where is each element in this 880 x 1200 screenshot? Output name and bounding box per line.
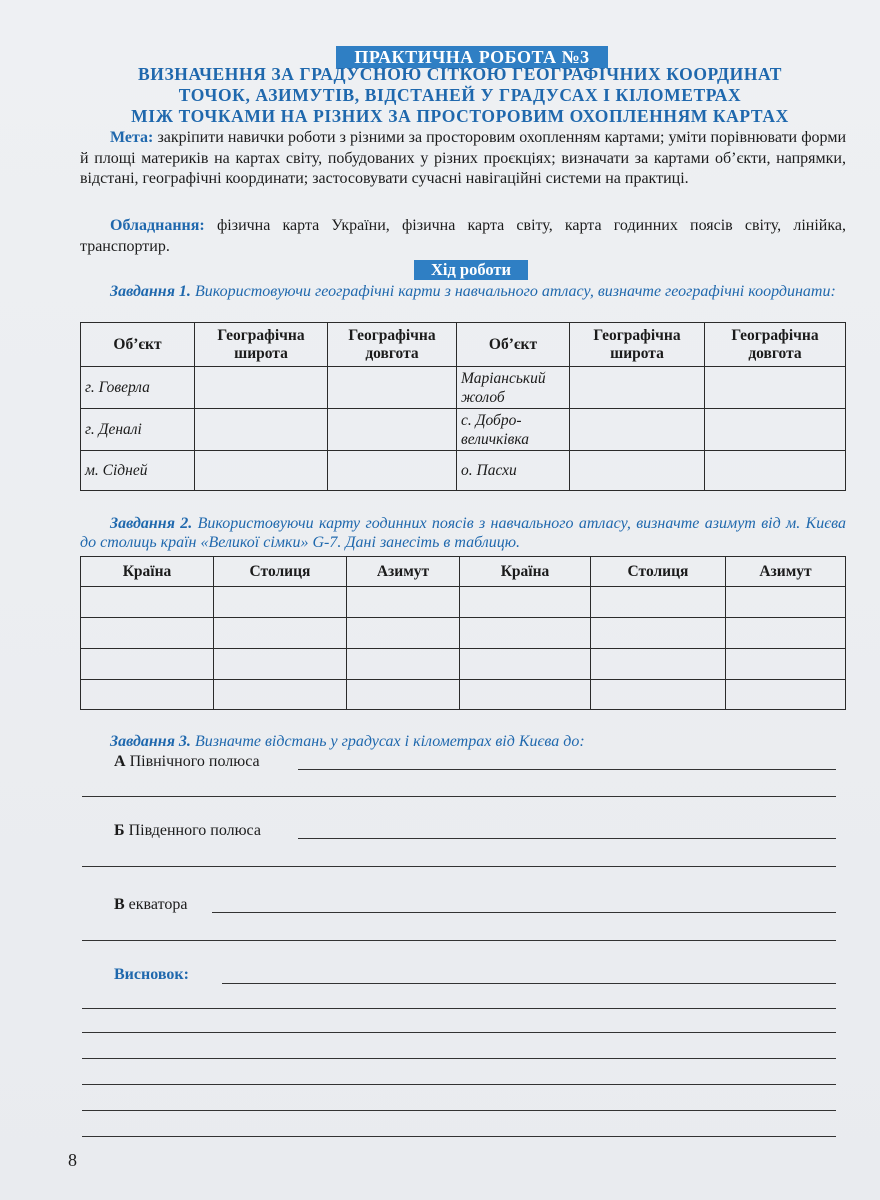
table-row	[81, 680, 846, 710]
conclusion-line-1[interactable]	[222, 983, 836, 984]
task3-label: Завдання 3.	[110, 733, 191, 750]
task2-cell[interactable]	[214, 618, 347, 649]
task2-cell[interactable]	[726, 618, 846, 649]
equipment-paragraph	[80, 216, 846, 257]
task2-cell[interactable]	[81, 649, 214, 680]
task2-text: Завдання 2. Використовуючи карту годинних поясів з навчального атласу, визначте азимут від м. Києва до столиць країн «Великої сімки» G-7. Дані занесіть в таблицю.	[80, 515, 847, 551]
conclusion-line-3[interactable]	[82, 1032, 836, 1033]
task2-cell[interactable]	[81, 618, 214, 649]
task3-text: Завдання 3. Визначте відстань у градусах і кілометрах від Києва до:	[110, 733, 585, 750]
task1-cell-object: Маріанський жолоб	[457, 367, 570, 409]
task1-cell-empty[interactable]	[705, 367, 846, 409]
conclusion-line-6[interactable]	[82, 1110, 836, 1111]
task2-cell[interactable]	[460, 649, 591, 680]
task2-cell[interactable]	[726, 587, 846, 618]
heading-line-3: МІЖ ТОЧКАМИ НА РІЗНИХ ЗА ПРОСТОРОВИМ ОХОПЛЕННЯМ КАРТАХ	[131, 106, 789, 126]
task2-cell[interactable]	[214, 680, 347, 710]
task1-cell-object: м. Сідней	[81, 451, 195, 491]
task1-cell-object: г. Деналі	[81, 409, 195, 451]
task2-cell[interactable]	[81, 680, 214, 710]
answer-line-a1[interactable]	[298, 769, 836, 770]
task3-item-b	[114, 821, 261, 841]
task1-cell-empty[interactable]	[195, 367, 328, 409]
task2-cell[interactable]	[591, 587, 726, 618]
task2-table	[80, 556, 846, 710]
table-row	[81, 451, 846, 491]
task1-table	[80, 322, 846, 491]
goal-text: закріпити навички роботи з різними за просторовим охопленням картами; уміти порівнювати форми й площі материків на картах світу, побудованих у різних проєкціях; визначати за картами об’єкти, напрямки, відстані, географічні координати; застосовувати сучасні навігаційні системи на практиці.	[80, 129, 846, 187]
task2-cell[interactable]	[347, 680, 460, 710]
progress-label: Хід роботи	[414, 260, 528, 280]
answer-line-v2[interactable]	[82, 940, 836, 941]
task1-header-lon-2: Географічна довгота	[705, 323, 846, 367]
task1-cell-object: г. Говерла	[81, 367, 195, 409]
task1-header-lon-1: Географічна довгота	[328, 323, 457, 367]
task2-cell[interactable]	[347, 618, 460, 649]
task2-cell[interactable]	[214, 649, 347, 680]
task2-cell[interactable]	[81, 587, 214, 618]
task1-cell-object: с. Добро-величківка	[457, 409, 570, 451]
task1-cell-empty[interactable]	[195, 409, 328, 451]
page-number: 8	[68, 1150, 77, 1170]
task1-cell-empty[interactable]	[705, 451, 846, 491]
answer-line-b2[interactable]	[82, 866, 836, 867]
task2-cell[interactable]	[726, 649, 846, 680]
task3-item-v	[114, 895, 187, 915]
answer-line-b1[interactable]	[298, 838, 836, 839]
table-row	[81, 618, 846, 649]
conclusion-line-7[interactable]	[82, 1136, 836, 1137]
conclusion-line-4[interactable]	[82, 1058, 836, 1059]
task1-cell-empty[interactable]	[570, 451, 705, 491]
equipment-text: фізична карта України, фізична карта світу, карта годинних поясів світу, лінійка, транспортир.	[80, 217, 846, 255]
table-row	[81, 649, 846, 680]
task2-cell[interactable]	[726, 680, 846, 710]
goal-paragraph	[80, 128, 846, 190]
task3-item-a	[114, 752, 260, 772]
task2-header-azimuth-1: Азимут	[347, 557, 460, 587]
task1-label: Завдання 1.	[110, 283, 191, 300]
answer-line-v1[interactable]	[212, 912, 836, 913]
task2-cell[interactable]	[460, 680, 591, 710]
work-title: ПРАКТИЧНА РОБОТА №3	[336, 46, 608, 68]
heading-line-2: ТОЧОК, АЗИМУТІВ, ВІДСТАНЕЙ У ГРАДУСАХ І КІЛОМЕТРАХ	[178, 85, 742, 105]
answer-line-a2[interactable]	[82, 796, 836, 797]
goal-label: Мета:	[110, 129, 154, 146]
task2-header-country-2: Країна	[460, 557, 591, 587]
conclusion-label: Висновок:	[114, 966, 189, 983]
task1-cell-empty[interactable]	[195, 451, 328, 491]
task3-item-a-letter: А	[114, 753, 126, 770]
task3-item-v-text: екватора	[124, 896, 188, 913]
task1-header-object-2: Об’єкт	[457, 323, 570, 367]
task1-cell-empty[interactable]	[328, 451, 457, 491]
task1-header-lat-2: Географічна широта	[570, 323, 705, 367]
task2-cell[interactable]	[347, 587, 460, 618]
task1-cell-empty[interactable]	[328, 367, 457, 409]
table-row	[81, 409, 846, 451]
task2-header-capital-1: Столиця	[214, 557, 347, 587]
task1-text: Завдання 1. Використовуючи географічні карти з навчального атласу, визначте географічні координати:	[110, 283, 836, 300]
equipment-label: Обладнання:	[110, 217, 205, 234]
task3-item-b-letter: Б	[114, 822, 125, 839]
task3-item-a-text: Північного полюса	[125, 753, 260, 770]
task3-item-b-text: Південного полюса	[124, 822, 261, 839]
task1-cell-object: о. Пасхи	[457, 451, 570, 491]
table-row	[81, 587, 846, 618]
task2-cell[interactable]	[591, 618, 726, 649]
task2-cell[interactable]	[460, 587, 591, 618]
task1-header-lat-1: Географічна широта	[195, 323, 328, 367]
task3-item-v-letter: В	[114, 896, 125, 913]
task1-cell-empty[interactable]	[328, 409, 457, 451]
task2-cell[interactable]	[460, 618, 591, 649]
task2-label: Завдання 2.	[110, 515, 193, 532]
table-row	[81, 367, 846, 409]
conclusion-line-5[interactable]	[82, 1084, 836, 1085]
task1-cell-empty[interactable]	[570, 409, 705, 451]
task2-cell[interactable]	[347, 649, 460, 680]
conclusion-line-2[interactable]	[82, 1008, 836, 1009]
task2-cell[interactable]	[591, 649, 726, 680]
task1-cell-empty[interactable]	[570, 367, 705, 409]
task2-cell[interactable]	[591, 680, 726, 710]
task2-cell[interactable]	[214, 587, 347, 618]
task1-cell-empty[interactable]	[705, 409, 846, 451]
task1-header-object-1: Об’єкт	[81, 323, 195, 367]
task2-header-country-1: Країна	[81, 557, 214, 587]
heading-line-1: ВИЗНАЧЕННЯ ЗА ГРАДУСНОЮ СІТКОЮ ГЕОГРАФІЧНИХ КООРДИНАТ	[137, 64, 783, 84]
task2-header-capital-2: Столиця	[591, 557, 726, 587]
task2-header-azimuth-2: Азимут	[726, 557, 846, 587]
